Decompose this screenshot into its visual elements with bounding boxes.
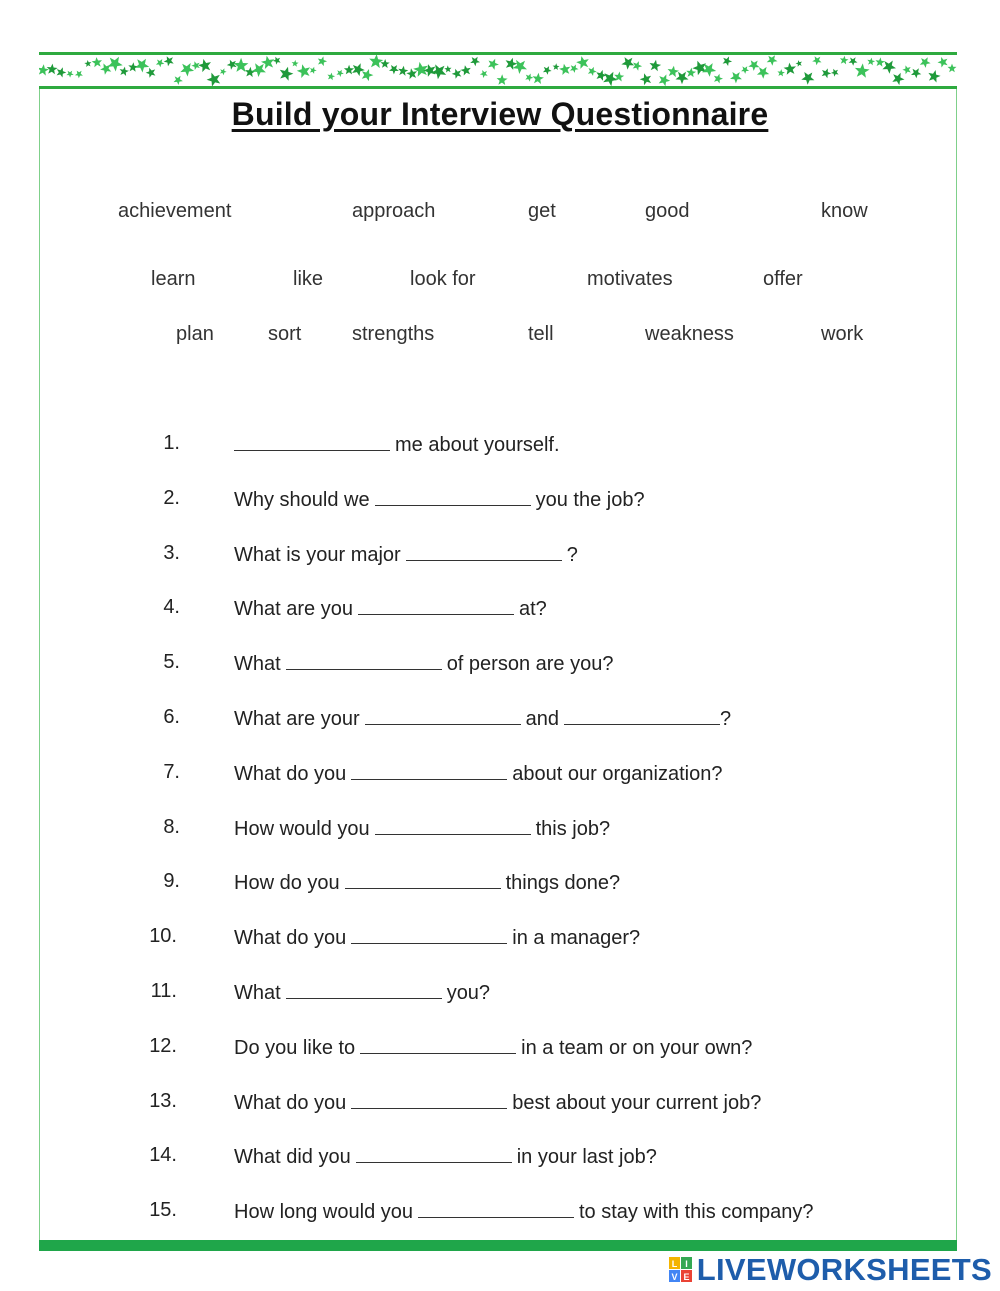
- worksheet-frame: [39, 52, 957, 1242]
- question-text-part: in a manager?: [512, 927, 641, 949]
- answer-blank[interactable]: [351, 925, 507, 944]
- answer-blank[interactable]: [345, 870, 501, 889]
- question-text: [234, 1144, 657, 1169]
- star-pattern: [39, 55, 957, 86]
- question-text: [234, 761, 722, 786]
- answer-blank[interactable]: [286, 980, 442, 999]
- svg-text:L: L: [671, 1259, 677, 1269]
- question-text: [234, 432, 560, 457]
- question-text: [234, 870, 620, 895]
- question-number: 11.: [150, 980, 177, 1002]
- bottom-green-bar: [39, 1240, 957, 1251]
- question-number: 2.: [163, 487, 180, 509]
- word-bank-item: look for: [410, 268, 476, 290]
- question-text-part: What: [234, 982, 281, 1004]
- question-text: [234, 596, 547, 621]
- answer-blank[interactable]: [360, 1035, 516, 1054]
- question-text-part: at?: [518, 598, 547, 620]
- question-text-part: you the job?: [535, 489, 645, 511]
- question-number: 15.: [149, 1199, 177, 1221]
- word-bank-item: get: [528, 200, 556, 222]
- question-text-part: What are you: [234, 598, 353, 620]
- word-bank-item: tell: [528, 323, 554, 345]
- question-text-part: you?: [446, 982, 491, 1004]
- star-border-band: [39, 52, 957, 89]
- brand-name: LIVEWORKSHEETS: [696, 1252, 992, 1287]
- answer-blank[interactable]: [358, 596, 514, 615]
- question-text: [234, 706, 731, 731]
- page-title: Build your Interview Questionnaire: [231, 96, 769, 132]
- question-text-part: about our organization?: [512, 763, 723, 785]
- answer-blank[interactable]: [286, 651, 442, 670]
- question-text-part: of person are you?: [446, 653, 614, 675]
- question-text: [234, 1199, 814, 1224]
- answer-blank[interactable]: [375, 487, 531, 506]
- question-number: 12.: [149, 1035, 177, 1057]
- question-number: 5.: [163, 651, 180, 673]
- answer-blank[interactable]: [375, 816, 531, 835]
- word-bank-item: learn: [151, 268, 196, 290]
- word-bank-item: achievement: [118, 200, 232, 222]
- question-text: [234, 816, 610, 841]
- word-bank-item: motivates: [587, 268, 673, 290]
- question-text-part: What are your: [234, 708, 360, 730]
- answer-blank[interactable]: [351, 1090, 507, 1109]
- brand-footer: [669, 1253, 992, 1287]
- question-number: 9.: [163, 870, 180, 892]
- svg-text:I: I: [684, 1259, 688, 1269]
- answer-blank[interactable]: [351, 761, 507, 780]
- question-text-part: What do you: [234, 763, 347, 785]
- question-text: [234, 542, 578, 567]
- answer-blank[interactable]: [356, 1144, 512, 1163]
- question-number: 14.: [149, 1144, 177, 1166]
- word-bank-item: good: [645, 200, 690, 222]
- word-bank-item: approach: [352, 200, 436, 222]
- question-text: [234, 1090, 761, 1115]
- question-text-part: How do you: [234, 872, 340, 894]
- answer-blank[interactable]: [406, 542, 562, 561]
- question-number: 13.: [149, 1090, 177, 1112]
- question-text-part: ?: [566, 544, 578, 566]
- svg-text:V: V: [671, 1272, 678, 1282]
- question-number: 10.: [149, 925, 177, 947]
- answer-blank[interactable]: [365, 706, 521, 725]
- question-text-part: ?: [719, 708, 732, 730]
- question-number: 4.: [163, 596, 180, 618]
- question-text: [234, 1035, 752, 1060]
- svg-text:E: E: [683, 1272, 690, 1282]
- question-text-part: Do you like to: [234, 1037, 356, 1059]
- question-text-part: What do you: [234, 1092, 347, 1114]
- question-text-part: and: [525, 708, 559, 730]
- answer-blank[interactable]: [234, 432, 390, 451]
- question-text-part: things done?: [505, 872, 621, 894]
- question-number: 7.: [163, 761, 180, 783]
- word-bank-item: sort: [268, 323, 302, 345]
- question-text-part: to stay with this company?: [579, 1201, 814, 1223]
- word-bank-item: work: [821, 323, 864, 345]
- question-text-part: in your last job?: [516, 1146, 657, 1168]
- answer-blank[interactable]: [418, 1199, 574, 1218]
- question-number: 8.: [163, 816, 180, 838]
- question-number: 3.: [163, 542, 180, 564]
- word-bank-item: plan: [176, 323, 214, 345]
- question-text-part: best about your current job?: [512, 1092, 762, 1114]
- word-bank-item: strengths: [352, 323, 435, 345]
- question-text-part: me about yourself.: [395, 434, 560, 456]
- liveworksheets-logo-icon: [669, 1257, 693, 1283]
- word-bank-item: offer: [763, 268, 803, 290]
- question-number: 1.: [163, 432, 180, 454]
- question-text-part: What did you: [234, 1146, 351, 1168]
- answer-blank[interactable]: [564, 706, 720, 725]
- question-text-part: What is your major: [234, 544, 401, 566]
- question-text-part: What do you: [234, 927, 347, 949]
- question-text-part: Why should we: [234, 489, 370, 511]
- question-text: [234, 925, 640, 950]
- question-text-part: What: [234, 653, 281, 675]
- question-number: 6.: [163, 706, 180, 728]
- question-text-part: How would you: [234, 818, 370, 840]
- question-text: [234, 651, 613, 676]
- question-text: [234, 980, 490, 1005]
- question-text-part: this job?: [535, 818, 611, 840]
- question-text-part: How long would you: [234, 1201, 413, 1223]
- question-text: [234, 487, 645, 512]
- word-bank-item: know: [821, 200, 868, 222]
- word-bank-item: like: [293, 268, 324, 290]
- word-bank-item: weakness: [645, 323, 734, 345]
- question-text-part: in a team or on your own?: [521, 1037, 753, 1059]
